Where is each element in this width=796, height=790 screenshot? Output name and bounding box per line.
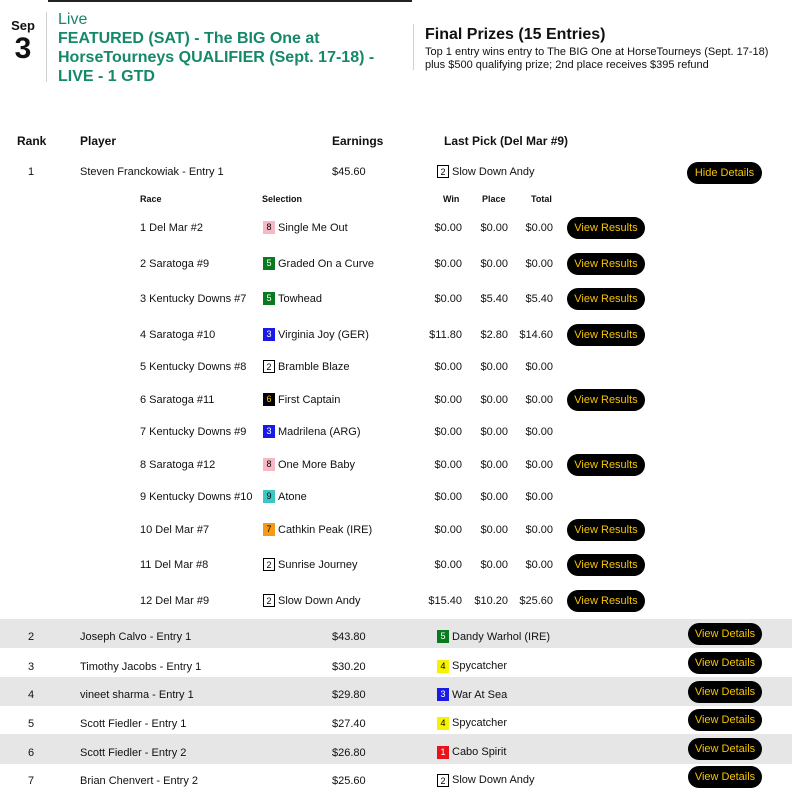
view-results-button[interactable]: View Results bbox=[567, 454, 645, 476]
selection bbox=[263, 393, 340, 406]
win-amount: $0.00 bbox=[434, 491, 462, 503]
win-amount: $0.00 bbox=[434, 459, 462, 471]
view-results-button[interactable]: View Results bbox=[567, 288, 645, 310]
race-name: 2 Saratoga #9 bbox=[140, 258, 210, 270]
place-amount: $0.00 bbox=[480, 524, 508, 536]
win-amount: $0.00 bbox=[434, 426, 462, 438]
post-position-badge: 4 bbox=[437, 717, 449, 730]
earnings-cell: $29.80 bbox=[332, 689, 366, 701]
place-amount: $0.00 bbox=[480, 459, 508, 471]
place-amount: $0.00 bbox=[480, 426, 508, 438]
place-amount: $10.20 bbox=[474, 595, 508, 607]
win-amount: $0.00 bbox=[434, 222, 462, 234]
horse-name: First Captain bbox=[278, 393, 341, 406]
last-pick bbox=[437, 165, 535, 178]
win-amount: $0.00 bbox=[434, 293, 462, 305]
view-details-button[interactable]: View Details bbox=[688, 709, 762, 731]
place-amount: $0.00 bbox=[480, 361, 508, 373]
total-amount: $0.00 bbox=[525, 222, 553, 234]
prizes-description: Top 1 entry wins entry to The BIG One at HorseTourneys (Sept. 17-18) plus $500 qualifying prize; 2nd place receives $395 refund bbox=[425, 46, 769, 71]
view-details-button[interactable]: View Details bbox=[688, 652, 762, 674]
place-amount: $0.00 bbox=[480, 559, 508, 571]
selection bbox=[263, 257, 374, 270]
view-results-button[interactable]: View Results bbox=[567, 389, 645, 411]
earnings-cell: $27.40 bbox=[332, 717, 366, 730]
player-name: Scott Fiedler - Entry 2 bbox=[80, 746, 187, 759]
horse-name: Slow Down Andy bbox=[278, 594, 361, 607]
race-name: 1 Del Mar #2 bbox=[140, 222, 203, 234]
selection bbox=[263, 523, 372, 536]
win-amount: $0.00 bbox=[434, 394, 462, 406]
total-column-header: Total bbox=[531, 194, 552, 204]
selection bbox=[263, 328, 369, 341]
last-pick-column-header: Last Pick (Del Mar #9) bbox=[444, 134, 569, 148]
view-results-button[interactable]: View Results bbox=[567, 554, 645, 576]
rank-cell: 2 bbox=[28, 631, 35, 643]
prizes-heading: Final Prizes (15 Entries) bbox=[425, 26, 606, 43]
race-name: 12 Del Mar #9 bbox=[140, 595, 210, 607]
post-position-badge: 2 bbox=[437, 165, 449, 178]
post-position-badge: 5 bbox=[437, 630, 449, 643]
rank-cell: 1 bbox=[28, 166, 35, 178]
place-column-header: Place bbox=[482, 194, 506, 204]
total-amount: $25.60 bbox=[519, 595, 553, 607]
horse-name: Cabo Spirit bbox=[452, 746, 507, 758]
last-pick bbox=[437, 660, 507, 673]
earnings-cell: $43.80 bbox=[332, 631, 366, 643]
selection bbox=[263, 490, 307, 503]
horse-name: Bramble Blaze bbox=[278, 360, 350, 373]
win-amount: $0.00 bbox=[434, 559, 462, 571]
post-position-badge: 9 bbox=[263, 490, 275, 503]
horse-name: Dandy Warhol (IRE) bbox=[452, 630, 551, 643]
rank-cell: 5 bbox=[28, 717, 35, 730]
post-position-badge: 3 bbox=[263, 425, 275, 438]
horse-name: Slow Down Andy bbox=[452, 774, 535, 786]
post-position-badge: 3 bbox=[263, 328, 275, 341]
last-pick bbox=[437, 717, 507, 730]
total-amount: $5.40 bbox=[525, 293, 553, 305]
last-pick bbox=[437, 630, 550, 643]
post-position-badge: 3 bbox=[437, 688, 449, 701]
divider bbox=[46, 12, 47, 82]
player-name: vineet sharma - Entry 1 bbox=[80, 689, 194, 701]
win-column-header: Win bbox=[443, 194, 460, 204]
win-amount: $15.40 bbox=[428, 595, 462, 607]
player-name: Joseph Calvo - Entry 1 bbox=[80, 631, 192, 643]
event-day: 3 bbox=[14, 32, 32, 65]
selection bbox=[263, 360, 350, 373]
view-results-button[interactable]: View Results bbox=[567, 324, 645, 346]
view-details-button[interactable]: View Details bbox=[688, 623, 762, 645]
view-results-button[interactable]: View Results bbox=[567, 217, 645, 239]
earnings-cell: $25.60 bbox=[332, 774, 366, 787]
selection bbox=[263, 458, 355, 471]
horse-name: Spycatcher bbox=[452, 660, 508, 672]
rank-cell: 7 bbox=[28, 774, 35, 787]
place-amount: $0.00 bbox=[480, 222, 508, 234]
post-position-badge: 8 bbox=[263, 458, 275, 471]
total-amount: $0.00 bbox=[525, 459, 553, 471]
post-position-badge: 7 bbox=[263, 523, 275, 536]
total-amount: $0.00 bbox=[525, 258, 553, 270]
selection bbox=[263, 558, 358, 571]
post-position-badge: 2 bbox=[263, 594, 275, 607]
selection-column-header: Selection bbox=[262, 194, 303, 204]
player-name: Timothy Jacobs - Entry 1 bbox=[80, 660, 202, 673]
win-amount: $0.00 bbox=[434, 524, 462, 536]
post-position-badge: 1 bbox=[437, 746, 449, 759]
total-amount: $0.00 bbox=[525, 426, 553, 438]
earnings-cell: $30.20 bbox=[332, 660, 366, 673]
selection bbox=[263, 292, 322, 305]
horse-name: Atone bbox=[278, 490, 307, 503]
top-divider bbox=[48, 0, 412, 2]
race-name: 3 Kentucky Downs #7 bbox=[140, 293, 247, 305]
event-month: Sep bbox=[11, 18, 35, 33]
hide-details-button[interactable]: Hide Details bbox=[687, 162, 762, 184]
post-position-badge: 8 bbox=[263, 221, 275, 234]
horse-name: Cathkin Peak (IRE) bbox=[278, 523, 373, 536]
win-amount: $11.80 bbox=[429, 329, 462, 341]
event-title: FEATURED (SAT) - The BIG One at HorseTourneys QUALIFIER (Sept. 17-18) - LIVE - 1 GTD bbox=[58, 30, 375, 85]
horse-name: Sunrise Journey bbox=[278, 558, 358, 571]
win-amount: $0.00 bbox=[434, 258, 462, 270]
place-amount: $0.00 bbox=[480, 394, 508, 406]
race-name: 11 Del Mar #8 bbox=[140, 559, 209, 571]
place-amount: $5.40 bbox=[480, 293, 508, 305]
post-position-badge: 2 bbox=[263, 558, 275, 571]
total-amount: $0.00 bbox=[525, 361, 553, 373]
total-amount: $0.00 bbox=[525, 524, 553, 536]
rank-column-header: Rank bbox=[17, 134, 47, 148]
event-status: Live bbox=[58, 11, 88, 28]
player-name: Brian Chenvert - Entry 2 bbox=[80, 774, 198, 787]
race-name: 7 Kentucky Downs #9 bbox=[140, 426, 247, 438]
selection bbox=[263, 425, 361, 438]
event-header bbox=[58, 10, 403, 86]
race-name: 9 Kentucky Downs #10 bbox=[140, 491, 253, 503]
earnings-cell: $45.60 bbox=[332, 166, 366, 178]
final-prizes bbox=[425, 26, 770, 72]
race-name: 6 Saratoga #11 bbox=[140, 394, 215, 406]
place-amount: $0.00 bbox=[480, 258, 508, 270]
race-name: 8 Saratoga #12 bbox=[140, 459, 216, 471]
player-column-header: Player bbox=[80, 134, 117, 148]
last-pick bbox=[437, 688, 507, 701]
horse-name: Spycatcher bbox=[452, 717, 508, 729]
total-amount: $0.00 bbox=[525, 491, 553, 503]
place-amount: $2.80 bbox=[480, 329, 508, 341]
horse-name: Madrilena (ARG) bbox=[278, 425, 361, 438]
horse-name: One More Baby bbox=[278, 458, 356, 471]
win-amount: $0.00 bbox=[434, 361, 462, 373]
race-name: 5 Kentucky Downs #8 bbox=[140, 361, 247, 373]
selection bbox=[263, 221, 348, 234]
divider bbox=[413, 24, 414, 70]
total-amount: $14.60 bbox=[519, 329, 553, 341]
earnings-column-header: Earnings bbox=[332, 134, 384, 148]
event-date bbox=[0, 18, 46, 65]
rank-cell: 4 bbox=[28, 689, 35, 701]
post-position-badge: 4 bbox=[437, 660, 449, 673]
total-amount: $0.00 bbox=[525, 394, 553, 406]
horse-name: Slow Down Andy bbox=[452, 165, 535, 178]
race-name: 4 Saratoga #10 bbox=[140, 329, 216, 341]
race-name: 10 Del Mar #7 bbox=[140, 524, 210, 536]
player-name: Scott Fiedler - Entry 1 bbox=[80, 717, 187, 730]
selection bbox=[263, 594, 361, 607]
horse-name: Towhead bbox=[278, 292, 323, 305]
post-position-badge: 6 bbox=[263, 393, 275, 406]
horse-name: Single Me Out bbox=[278, 221, 348, 234]
last-pick bbox=[437, 774, 535, 787]
view-results-button[interactable]: View Results bbox=[567, 519, 645, 541]
horse-name: War At Sea bbox=[452, 688, 508, 701]
rank-cell: 3 bbox=[28, 660, 35, 673]
post-position-badge: 5 bbox=[263, 257, 275, 270]
view-results-button[interactable]: View Results bbox=[567, 253, 645, 275]
view-details-button[interactable]: View Details bbox=[688, 738, 762, 760]
total-amount: $0.00 bbox=[525, 559, 553, 571]
horse-name: Graded On a Curve bbox=[278, 257, 374, 270]
race-column-header: Race bbox=[140, 194, 162, 204]
view-details-button[interactable]: View Details bbox=[688, 681, 762, 703]
place-amount: $0.00 bbox=[480, 491, 508, 503]
post-position-badge: 5 bbox=[263, 292, 275, 305]
view-results-button[interactable]: View Results bbox=[567, 590, 645, 612]
horse-name: Virginia Joy (GER) bbox=[278, 328, 369, 341]
rank-cell: 6 bbox=[28, 746, 35, 759]
player-name: Steven Franckowiak - Entry 1 bbox=[80, 166, 224, 178]
view-details-button[interactable]: View Details bbox=[688, 766, 762, 788]
last-pick bbox=[437, 746, 506, 759]
earnings-cell: $26.80 bbox=[332, 746, 366, 759]
post-position-badge: 2 bbox=[263, 360, 275, 373]
post-position-badge: 2 bbox=[437, 774, 449, 787]
